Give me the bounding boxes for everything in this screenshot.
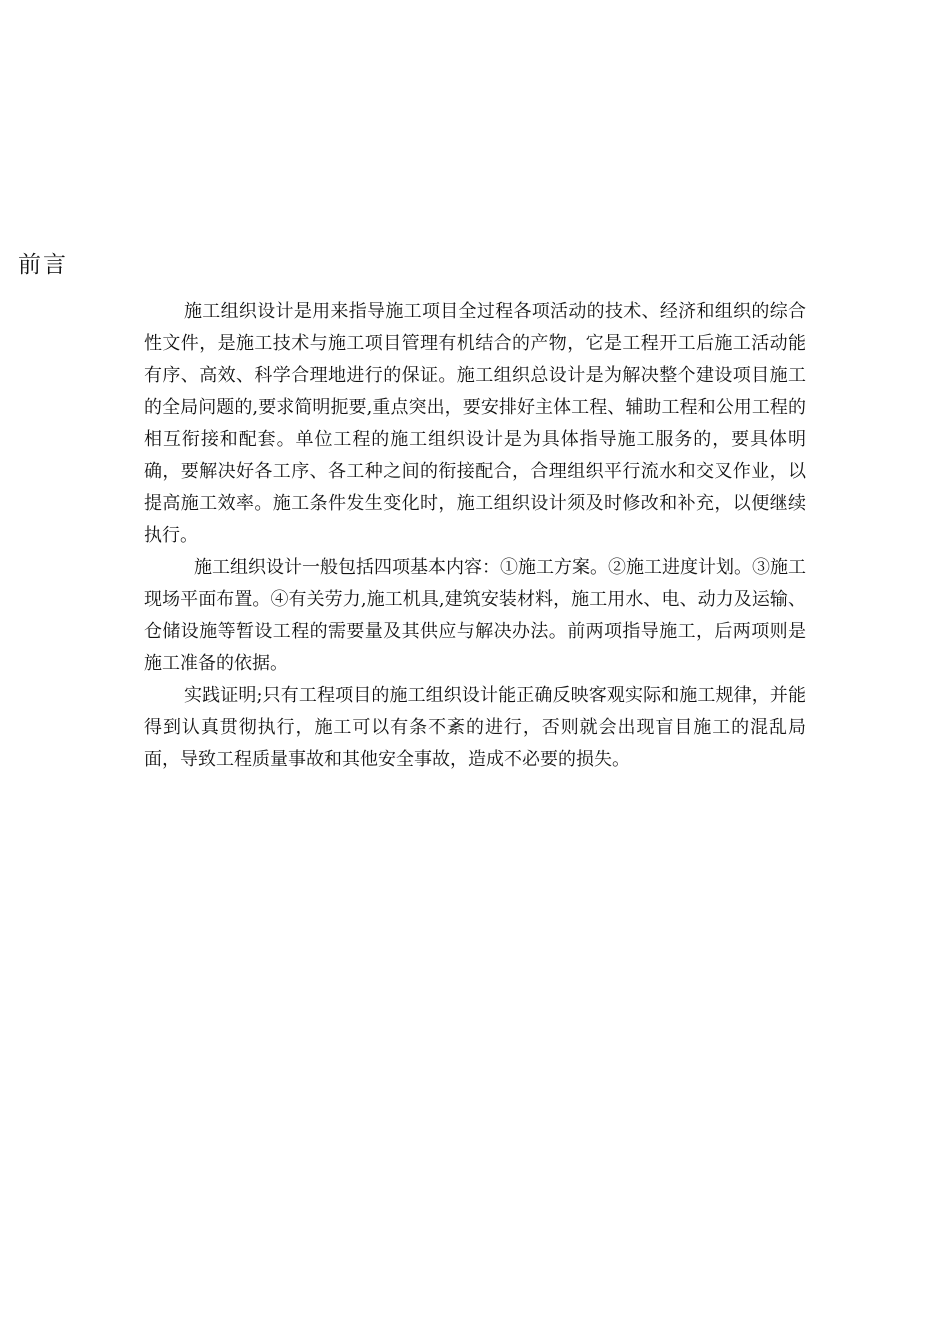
paragraph-intro: 施工组织设计是用来指导施工项目全过程各项活动的技术、经济和组织的综合性文件，是施工技术与施工项目管理有机结合的产物，它是工程开工后施工活动能有序、高效、科学合理地进行的保证。施工组织总设计是为解决整个建设项目施工的全局问题的,要求简明扼要,重点突出，要安排好主体工程、辅助工程和公用工程的相互衔接和配套。单位工程的施工组织设计是为具体指导施工服务的，要具体明确，要解决好各工序、各工种之间的衔接配合，合理组织平行流水和交叉作业，以提高施工效率。施工条件发生变化时，施工组织设计须及时修改和补充，以便继续执行。 bbox=[144, 301, 806, 546]
paragraph-conclusion: 实践证明;只有工程项目的施工组织设计能正确反映客观实际和施工规律，并能得到认真贯彻执行，施工可以有条不紊的进行，否则就会出现盲目施工的混乱局面，导致工程质量事故和其他安全事故，造成不必要的损失。 bbox=[144, 685, 806, 770]
paragraph-contents: 施工组织设计一般包括四项基本内容：①施工方案。②施工进度计划。③施工现场平面布置。④有关劳力,施工机具,建筑安装材料，施工用水、电、动力及运输、仓储设施等暂设工程的需要量及其供应与解决办法。前两项指导施工，后两项则是施工准备的依据。 bbox=[144, 557, 806, 674]
page-title: 前言 bbox=[18, 252, 68, 278]
document-body bbox=[144, 296, 806, 776]
